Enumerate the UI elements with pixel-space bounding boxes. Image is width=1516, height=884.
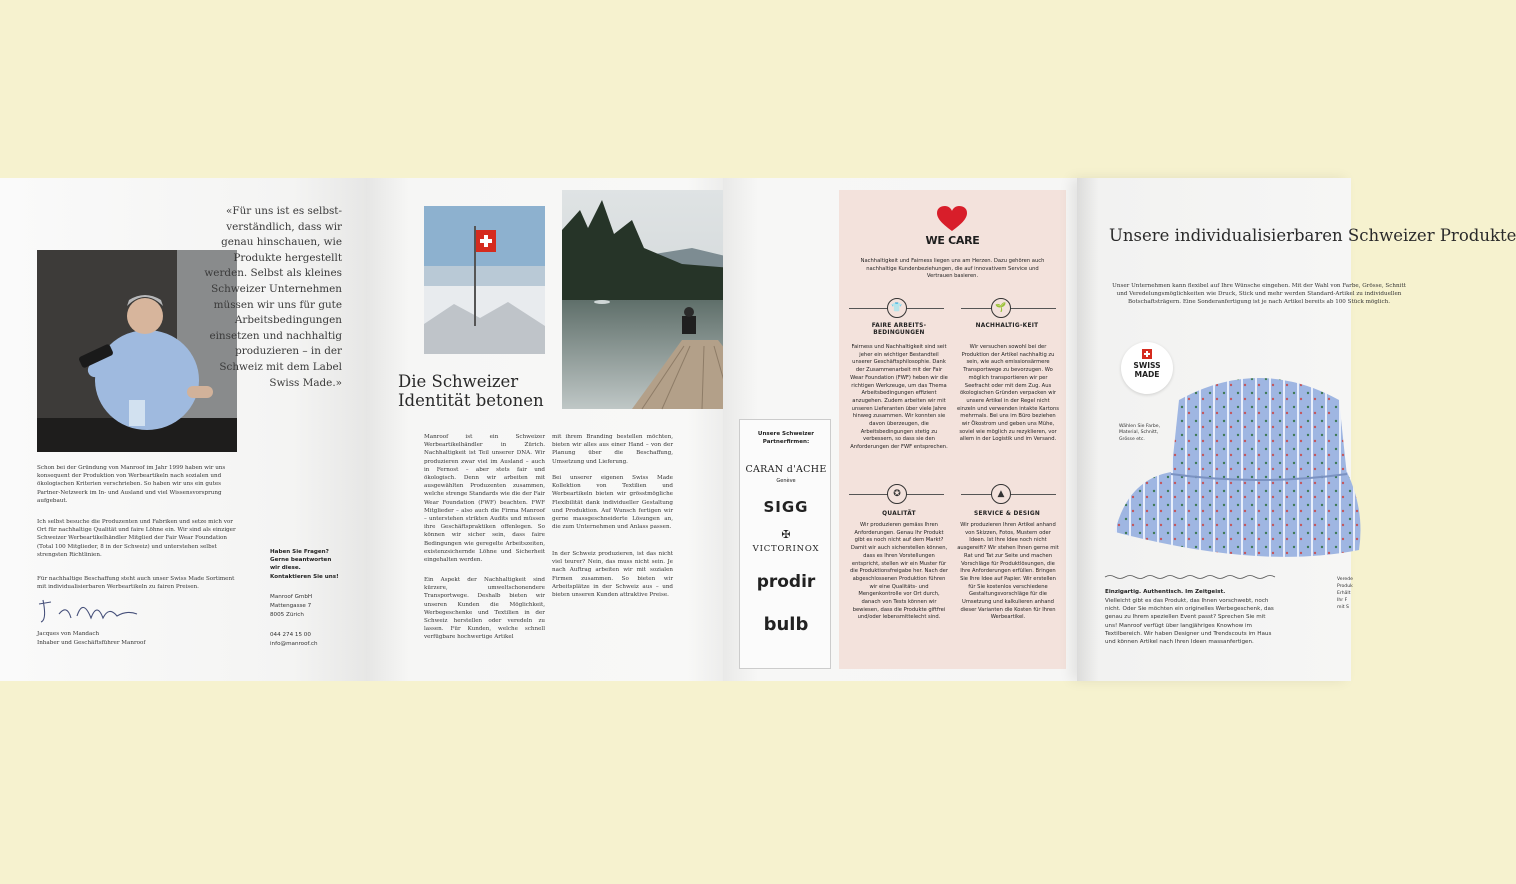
heading-quality: QUALITÄT xyxy=(882,511,916,517)
partner-logo-sigg: SIGG xyxy=(763,498,809,516)
page4-side-note: Verede Produk Erhält Ihr F mit S xyxy=(1337,577,1353,610)
partners-title: Unsere Schweizer Partnerfirmen: xyxy=(757,431,815,446)
brochure-page-1 xyxy=(0,178,366,681)
text-quality: Wir produzieren gemäss Ihren Anforderungen. Genau Ihr Produkt gibt es noch nicht auf dem Markt? Damit wir auch sicherstellen können, dass es Ihren Vorstellungen entspricht, stellen wir ein Muster für die Produktionsfreigabe her. Nach der abgeschlossenen Produktion führen wir eine Qualitäts- und Mengenkontrolle vor Ort durch, danach von Tests können wir bewiesen, dass die Produkte giftfrei und/oder lebensmittelecht sind. xyxy=(849,522,948,621)
badge-line-2: MADE xyxy=(1134,370,1160,379)
partner-logo-carandache: CARAN d'ACHE xyxy=(745,464,827,475)
partner-box xyxy=(739,419,831,669)
page4-intro: Unser Unternehmen kann flexibel auf Ihre Wünsche eingehen. Mit der Wahl von Farbe, Grösse, Schnitt und Veredelungsmöglichkeiten wie Druck, Stick und mehr werden Standard-Artikel zu individuellen Botschaftsträgern. Eine Sonderanfertigung ist je nach Artikel bereits ab 100 Stück möglich. xyxy=(1112,283,1406,306)
page2-col2-para1: mit ihrem Branding bestellen möchten, bieten wir alles aus einer Hand – von der Planung über die Beschaffung, Umsetzung und Lieferung. xyxy=(552,434,673,465)
signature-title: Inhaber und Geschäftsführer Manroof xyxy=(37,640,146,646)
we-care-title: WE CARE xyxy=(925,234,980,247)
swiss-cross-icon xyxy=(1142,349,1152,359)
swiss-flag-photo xyxy=(424,206,545,354)
page2-col2-para2: Bei unserer eigenen Swiss Made Kollektion von Textilien und Werbeartikeln bieten wir grösstmögliche Flexibilität dank individueller Gestaltung und Produktion. Auf Wunsch fertigen wir gerne massgeschneiderte Lösungen an, die zum Unternehmen und Anlass passen. xyxy=(552,475,673,531)
partner-logo-prodir: prodir xyxy=(756,572,816,592)
plant-icon: 🌱 xyxy=(991,298,1011,318)
tshirt-icon: 👕 xyxy=(887,298,907,318)
heading-sustainability: NACHHALTIG-KEIT xyxy=(975,323,1039,329)
page2-col1-para1: Manroof ist ein Schweizer Werbeartikelhändler in Zürich. Nachhaltigkeit ist Teil unserer DNA. Wir produzieren zwar viel im Ausland – auch in Fernost – aber stets fair und ökologisch. Denn wir arbeiten mit ausgewählten Produzenten zusammen, welche strenge Standards wie die der Fair Wear Foundation (FWF) beachten. FWF Mitglieder – also auch die Firma Manroof – unterstehen strikten Audits und müssen ihre Geschäftspraktiken offenlegen. So können wir sicher sein, dass faire Bedingungen wie geregelte Arbeitszeiten, existenzsichernde Löhne und Sicherheit eingehalten werden. xyxy=(424,434,545,564)
text-fair-work: Fairness und Nachhaltigkeit sind seit jeher ein wichtiger Bestandteil unserer Geschäftsphilosophie. Dank der Zusammenarbeit mit der Fair Wear Foundation (FWF) heben wir die richtigen Werkzeuge, um das Thema Arbeitsbedingungen effizient anzugehen. Zudem arbeiten wir mit unseren Lieferanten über viele Jahre hinweg zusammen. Wir konnten sie davon überzeugen, die Arbeitsbedingungen stetig zu verbessern, so dass sie den Anforderungen der FWF entsprechen. xyxy=(850,344,948,451)
page4-tagline: Einzigartig. Authentisch. Im Zeitgeist. xyxy=(1105,589,1226,595)
company-city: 8005 Zürich xyxy=(270,612,304,618)
partner-logo-bulb: bulb xyxy=(763,614,809,635)
text-sustainability: Wir versuchen sowohl bei der Produktion der Artikel nachhaltig zu sein, wie auch emissionsärmere Transportwege zu bevorzugen. Wo möglich transportieren wir per Seefracht oder mit dem Zug. Aus ökologischen Gründen verpacken wir unsere Artikel in der Regel nicht einzeln und verwenden intakte Kartons mehrmals. Bei uns im Büro beziehen wir Ökostrom und geben uns Mühe, soviel wie möglich zu rezyklieren, vor allem in der Logistik und im Versand. xyxy=(957,344,1059,443)
we-care-panel xyxy=(839,190,1066,669)
brochure-page-4 xyxy=(1077,178,1516,681)
company-email[interactable]: info@manroof.ch xyxy=(270,641,318,647)
visit-paragraph: Ich selbst besuche die Produzenten und Fabriken und setze mich vor Ort für nachhaltige Qualität und faire Löhne ein. Wir sind als einziger Schweizer Werbeartikelhändler Mitglied der Fair Wear Foundation (Total 100 Mitglieder, 8 in der Schweiz) und unterstehen selbst strengsten Richtlinien. xyxy=(37,519,236,558)
bucket-hat-image xyxy=(1109,360,1359,560)
signature-name: Jacques von Mandach xyxy=(37,631,100,637)
badge-line-1: SWISS xyxy=(1133,361,1161,370)
partner-logo-victorinox: VICTORINOX xyxy=(752,544,820,554)
page2-col1-para2: Ein Aspekt der Nachhaltigkeit sind kürzere, umweltschonendere Transportwege. Deshalb bieten wir unseren Kunden die Möglichkeit, Werbegeschenke und Textilien in der Schweiz herstellen oder veredeln zu lassen. Für Kunden, welche schnell verfügbare hochwertige Artikel xyxy=(424,577,545,641)
partner-logo-carandache-sub: Genève xyxy=(776,478,796,484)
signature-image xyxy=(37,592,147,628)
hat-note: Wählen Sie Farbe, Material, Schnitt, Grösse etc. xyxy=(1119,424,1161,442)
victorinox-cross-icon: ✠ xyxy=(781,528,791,541)
sortiment-paragraph: Für nachhaltige Beschaffung steht auch unser Swiss Made Sortiment mit individualisierbaren Werbeartikeln zu fairen Preisen. xyxy=(37,576,235,591)
company-name: Manroof GmbH xyxy=(270,594,313,600)
medal-icon: ✪ xyxy=(887,484,907,504)
founder-quote: «Für uns ist es selbst-verständlich, dass wir genau hinschauen, wie Produkte hergestellt werden. Selbst als kleines Schweizer Unternehmen müssen wir uns für gute Arbeitsbedingungen einsetzen und nachhaltig produzieren – in der Schweiz mit dem Label Swiss Made.» xyxy=(204,205,342,389)
page2-heading: Die Schweizer Identität betonen xyxy=(398,372,544,410)
text-service-design: Wir produzieren Ihren Artikel anhand von Skizzen, Fotos, Mustern oder Ideen. Ist Ihre Idee noch nicht ausgereift? Wir stehen Ihnen gerne mit Rat und Tat zur Seite und machen Vorschläge für Produktlösungen, die Ihre Anforderungen erfüllen. Bringen Sie Ihre Idee auf Papier. Wir erstellen für Sie kostenlos verschiedene Gestaltungsvorschläge für die Umsetzung und kalkulieren anhand dieser Varianten die Kosten für Ihren Werbeartikel. xyxy=(957,522,1059,621)
swiss-flag-illustration xyxy=(424,206,545,354)
design-icon: ▲ xyxy=(991,484,1011,504)
brochure-page-2 xyxy=(366,178,723,681)
contact-question: Haben Sie Fragen? Gerne beantworten wir diese. Kontaktieren Sie uns! xyxy=(270,549,339,580)
page4-heading: Unsere individualisierbaren Schweizer Produkte xyxy=(1109,226,1516,245)
page2-col2-para3: In der Schweiz produzieren, ist das nicht viel teurer? Nein, das muss nicht sein. Je nach Auftrag arbeiten wir mit sozialen Firmen zusammen. So bieten wir Arbeitsplätze in der Schweiz aus – und bieten unseren Kunden attraktive Preise. xyxy=(552,551,673,599)
heart-icon xyxy=(937,206,967,232)
page4-body: Vielleicht gibt es das Produkt, das Ihnen vorschwebt, noch nicht. Oder Sie möchten ein originelles Werbegeschenk, das genau zu Ihrem speziellen Event passt? Sprechen Sie mit uns! Manroof verfügt über langjähriges Knowhow im Textilbereich. Wir haben Designer und Trendscouts im Haus und können Artikel nach Ihren Ideen massanfertigen. xyxy=(1105,598,1274,646)
we-care-intro: Nachhaltigkeit und Fairness liegen uns am Herzen. Dazu gehören auch nachhaltige Kundenbeziehungen, die auf innovativem Service und Vertrauen basieren. xyxy=(860,258,1045,280)
wave-divider xyxy=(1105,574,1275,580)
heading-service-design: SERVICE & DESIGN xyxy=(973,511,1041,517)
heading-fair-work: FAIRE ARBEITS-BEDINGUNGEN xyxy=(871,323,927,337)
brochure-page-3 xyxy=(723,178,1077,681)
intro-paragraph: Schon bei der Gründung von Manroof im Jahr 1999 haben wir uns konsequent der Produktion von Werbeartikeln nach sozialen und ökologischen Kriterien verschrieben. So haben wir uns ein gutes Partner-Netzwerk im In- und Ausland und viel Wissensvorsprung aufgebaut. xyxy=(37,465,226,504)
company-street: Mattengasse 7 xyxy=(270,603,312,609)
company-phone[interactable]: 044 274 15 00 xyxy=(270,632,311,638)
